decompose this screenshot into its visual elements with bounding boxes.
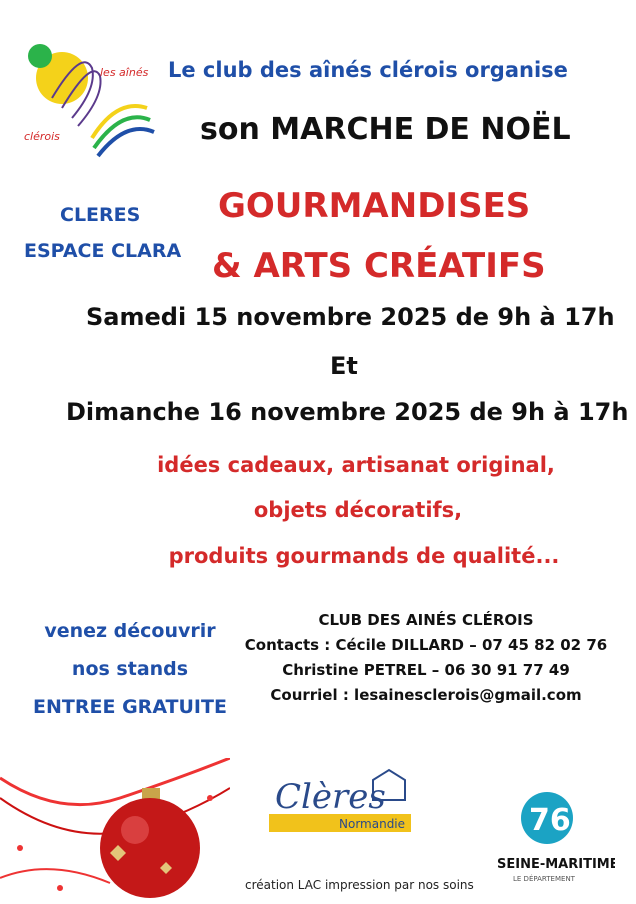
main-title: son MARCHE DE NOËL <box>200 112 571 147</box>
category-arts: & ARTS CRÉATIFS <box>212 246 546 286</box>
header-line: Le club des aînés clérois organise <box>168 58 568 82</box>
location-venue: ESPACE CLARA <box>24 240 182 262</box>
feature-line-3: produits gourmands de qualité... <box>168 544 560 568</box>
date-day1: Samedi 15 novembre 2025 de 9h à 17h <box>86 303 615 331</box>
cleres-logo-text: Clères <box>275 777 386 817</box>
cleres-logo-sub: Normandie <box>339 817 406 831</box>
cta-line-3: ENTREE GRATUITE <box>33 696 227 718</box>
feature-line-1: idées cadeaux, artisanat original, <box>157 453 555 477</box>
cleres-logo <box>265 768 415 848</box>
contact-1: Contacts : Cécile DILLARD – 07 45 82 02 76 <box>244 636 608 654</box>
contact-block <box>236 608 616 708</box>
feature-line-2: objets décoratifs, <box>253 498 463 522</box>
date-day2: Dimanche 16 novembre 2025 de 9h à 17h <box>66 398 629 426</box>
dept-sub: LE DÉPARTEMENT <box>513 875 575 883</box>
club-logo-text-bottom: clérois <box>24 130 60 143</box>
contact-2: Christine PETREL – 06 30 91 77 49 <box>282 661 570 679</box>
club-logo <box>22 38 162 158</box>
credit-line: création LAC impression par nos soins <box>245 878 474 892</box>
date-and: Et <box>330 352 358 380</box>
call-to-action <box>20 612 240 726</box>
dept-name: SEINE-MARITIME <box>497 857 615 872</box>
contact-club: CLUB DES AINÉS CLÉROIS <box>318 611 534 629</box>
seine-maritime-logo <box>495 790 615 890</box>
club-logo-text-top: les aînés <box>100 66 149 79</box>
category-gourmandises: GOURMANDISES <box>218 186 531 226</box>
christmas-ornament-image <box>0 758 230 900</box>
cta-line-1: venez découvrir <box>44 620 216 642</box>
contact-email: Courriel : lesainesclerois@gmail.com <box>270 686 582 704</box>
location-city: CLERES <box>60 204 141 226</box>
cta-line-2: nos stands <box>71 658 189 680</box>
dept-number: 76 <box>529 803 571 838</box>
